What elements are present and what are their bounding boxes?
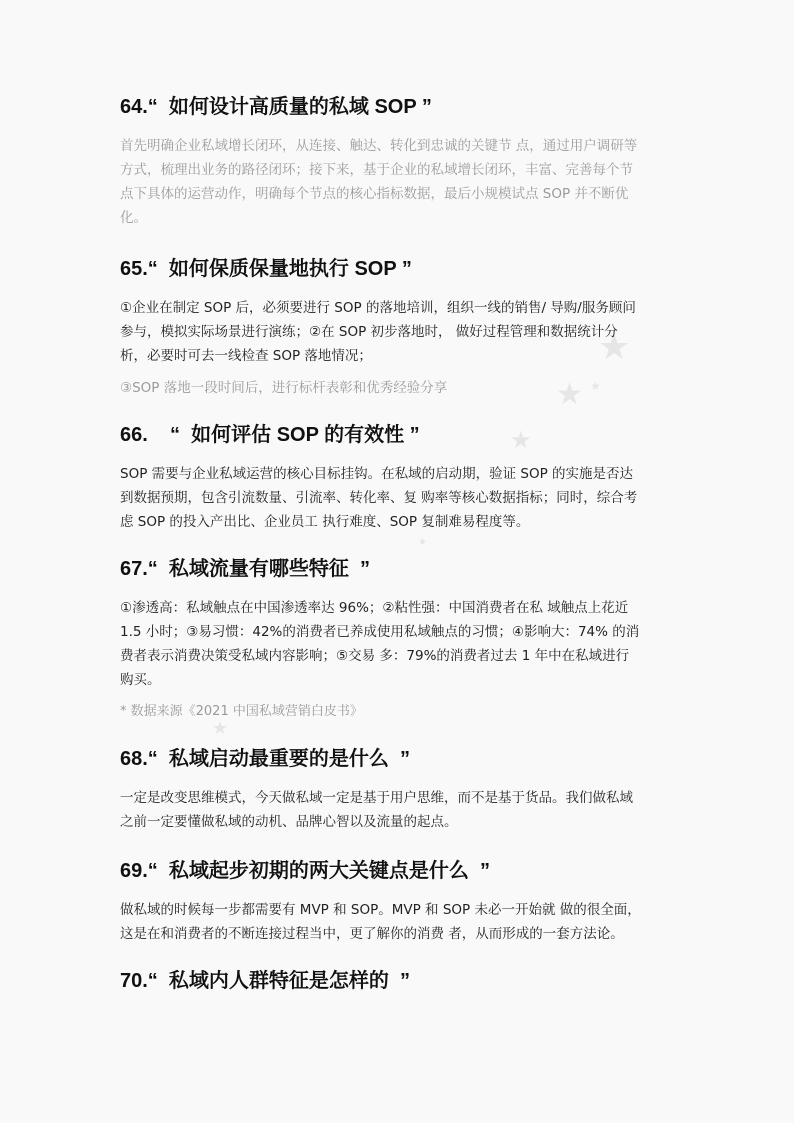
section-heading: 69.“ 私域起步初期的两大关键点是什么 ” [120, 860, 491, 882]
faq-section-65 [120, 254, 642, 400]
section-paragraph: 做私域的时候每一步都需要有 MVP 和 SOP。MVP 和 SOP 未必一开始就 做的很全面，这是在和消费者的不断连接过程当中，更了解你的消费 者，从而形成的一套方法论。 [120, 902, 641, 942]
faq-content [120, 92, 642, 1018]
section-paragraph: SOP 需要与企业私域运营的核心目标挂钩。在私域的启动期，验证 SOP 的实施是否达到数据预期，包含引流数量、引流率、转化率、复 购率等核心数据指标；同时，综合考虑 SOP 的投入产出比、企业员工 执行难度、SOP 复制难易程度等。 [120, 466, 638, 530]
section-paragraph: ③SOP 落地一段时间后，进行标杆表彰和优秀经验分享 [120, 380, 448, 396]
star-icon: ★ [212, 718, 229, 739]
section-heading: 64.“ 如何设计高质量的私域 SOP ” [120, 96, 432, 118]
section-paragraph: 一定是改变思维模式，今天做私域一定是基于用户思维，而不是基于货品。我们做私域之前一定要懂做私域的动机、品牌心智以及流量的起点。 [120, 790, 633, 830]
star-icon: ★ [556, 377, 583, 412]
section-paragraph: ①渗透高：私域触点在中国渗透率达 96%；②粘性强：中国消费者在私 域触点上花近 1.5 小时；③易习惯：42%的消费者已养成使用私域触点的习惯；④影响大：74% 的消费者表示消费决策受私域内容影响；⑤交易 多：79%的消费者过去 1 年中在私域进行购买。 [120, 600, 640, 688]
faq-section-68 [120, 744, 642, 834]
data-source-note: * 数据来源《2021 中国私域营销白皮书》 [120, 704, 363, 719]
section-paragraph: ①企业在制定 SOP 后，必须要进行 SOP 的落地培训，组织一线的销售/ 导购/服务顾问参与，模拟实际场景进行演练；②在 SOP 初步落地时， 做好过程管理和数据统计分析，必要时可去一线检查 SOP 落地情况； [120, 300, 636, 364]
section-heading: 68.“ 私域启动最重要的是什么 ” [120, 748, 411, 770]
section-heading: 65.“ 如何保质保量地执行 SOP ” [120, 258, 412, 280]
faq-section-66 [120, 420, 642, 534]
faq-section-69 [120, 856, 642, 946]
faq-section-67 [120, 554, 642, 724]
faq-section-64 [120, 92, 642, 230]
star-icon: ★ [510, 426, 532, 454]
section-heading: 67.“ 私域流量有哪些特征 ” [120, 558, 371, 580]
star-icon: ★ [598, 327, 631, 368]
section-paragraph: 首先明确企业私域增长闭环，从连接、触达、转化到忠诚的关键节 点，通过用户调研等方式，梳理出业务的路径闭环；接下来，基于企业的私域增长闭环，丰富、完善每个节点下具体的运营动作，明确每个节点的核心指标数据，最后小规模试点 SOP 并不断优化。 [120, 138, 638, 226]
star-icon: ★ [590, 379, 601, 393]
section-heading: 66. “ 如何评估 SOP 的有效性 ” [120, 424, 420, 446]
section-heading: 70.“ 私域内人群特征是怎样的 ” [120, 970, 411, 992]
star-icon: ★ [418, 537, 427, 548]
faq-section-70 [120, 966, 642, 996]
